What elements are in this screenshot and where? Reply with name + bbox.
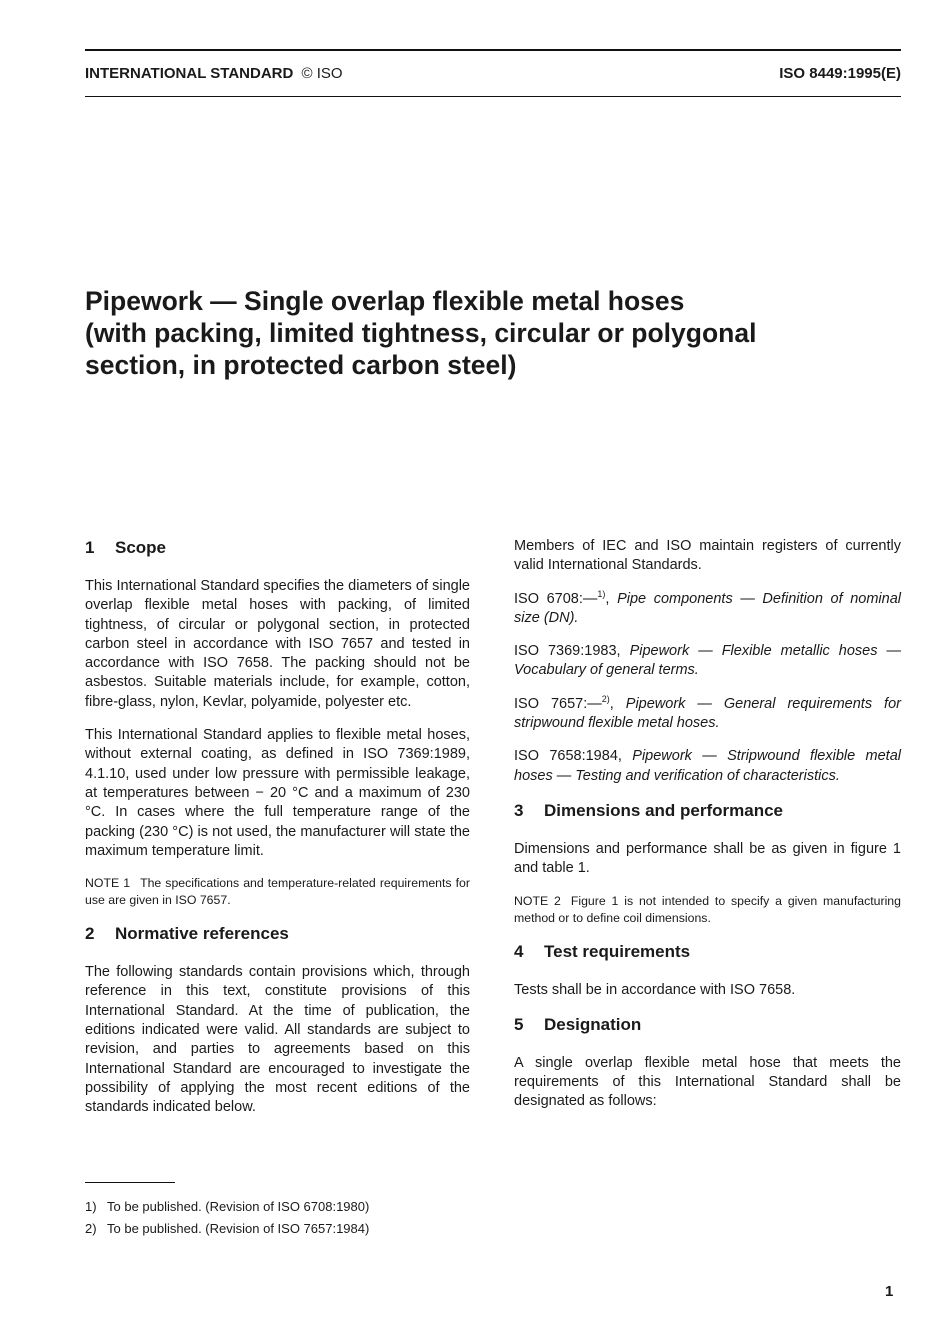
document-reference: ISO 8449:1995(E) <box>779 65 901 82</box>
reference-code: ISO 7369:1983 <box>514 643 617 660</box>
footnote-marker[interactable]: 1) <box>597 588 606 599</box>
page-header <box>85 65 901 82</box>
section-title: Dimensions and performance <box>544 800 784 820</box>
reference-title: Pipework — Flexible metallic hoses — Vocabulary of general terms. <box>514 643 901 679</box>
normative-paragraph-2: Members of IEC and ISO maintain registers of currently valid International Standards. <box>514 538 901 574</box>
standard-label: INTERNATIONAL STANDARD <box>85 65 294 82</box>
section-title: Normative references <box>115 924 289 944</box>
section-number: 1 <box>85 538 95 557</box>
reference-title: Pipework — General requirements for stripwound flexible metal hoses. <box>514 695 901 732</box>
title-line: Pipework — Single overlap flexible metal hoses <box>85 286 685 316</box>
reference-item: ISO 6708:—$^{1)}$, Pipe components — Definition of nominal size (DN). <box>514 588 901 626</box>
section-title: Designation <box>544 1014 642 1034</box>
footnote-item <box>85 1218 485 1240</box>
footnotes <box>85 1196 485 1240</box>
note-label: NOTE 1 <box>85 876 131 891</box>
section-number: 2 <box>85 924 95 944</box>
section-heading-normative-references <box>85 923 470 945</box>
reference-item: ISO 7657:—$^{2)}$, Pipework — General requirements for stripwound flexible metal hoses. <box>514 693 901 732</box>
header-top-rule <box>85 49 901 51</box>
dimensions-paragraph: Dimensions and performance shall be as given in figure 1 and table 1. <box>514 840 901 877</box>
section-title: Scope <box>115 538 167 557</box>
section-number: 4 <box>514 941 524 961</box>
reference-code: ISO 7657:— <box>514 695 602 712</box>
section-heading-dimensions <box>514 800 901 822</box>
copyright-label: © ISO <box>301 65 343 82</box>
test-paragraph: Tests shall be in accordance with ISO 7658. <box>514 981 796 998</box>
footnote-number: 1) <box>85 1199 97 1214</box>
footnote-text: To be published. (Revision of ISO 7657:1984) <box>107 1221 370 1236</box>
footnote-text: To be published. (Revision of ISO 6708:1980) <box>107 1199 370 1214</box>
reference-code: ISO 7658:1984 <box>514 748 618 765</box>
footnote-divider <box>85 1182 175 1183</box>
document-title <box>85 285 885 381</box>
title-line: (with packing, limited tightness, circular or polygonal <box>85 318 757 348</box>
section-heading-scope <box>85 537 470 559</box>
section-number: 3 <box>514 800 524 820</box>
header-bottom-rule <box>85 96 901 97</box>
note-text: The specifications and temperature-related requirements for use are given in ISO 7657. <box>85 876 470 908</box>
reference-title: Pipe components — Definition of nominal size (DN). <box>514 590 901 626</box>
scope-paragraph-2: This International Standard applies to flexible metal hoses, without external coating, as defined in ISO 7369:1989, 4.1.10, used under low pressure with permissible leakage, at temperatures between − 20 °C and a maximum of 230 °C. In cases where the full temperature range of the packing (230 °C) is not used, the manufacturer will state the maximum temperature limit. <box>85 727 470 859</box>
note-text: Figure 1 is not intended to specify a given manufacturing method or to define coil dimensions. <box>514 893 901 925</box>
section-title: Test requirements <box>544 941 691 961</box>
left-column <box>85 537 470 1132</box>
section-number: 5 <box>514 1014 524 1034</box>
designation-paragraph: A single overlap flexible metal hose that meets the requirements of this International Standard shall be designated as follows: <box>514 1054 901 1110</box>
section-heading-designation <box>514 1014 901 1036</box>
reference-item: ISO 7369:1983, Pipework — Flexible metallic hoses — Vocabulary of general terms. <box>514 643 901 679</box>
footnote-item <box>85 1196 485 1218</box>
reference-title: Pipework — Stripwound flexible metal hoses — Testing and verification of characteristics. <box>514 748 901 784</box>
reference-item: ISO 7658:1984, Pipework — Stripwound flexible metal hoses — Testing and verification of characteristics. <box>514 748 901 784</box>
footnote-marker[interactable]: 2) <box>601 693 610 704</box>
reference-code: ISO 6708:— <box>514 590 598 607</box>
note-1 <box>85 875 470 909</box>
scope-paragraph-1: This International Standard specifies the diameters of single overlap flexible metal hoses with packing, of limited tightness, of circular or polygonal section, in protected carbon steel in accordance with ISO 7657 and tested in accordance with ISO 7658. The packing should not be asbestos. Suitable materials include, for example, cotton, fibre-glass, nylon, Kevlar, polyamide, polyester etc. <box>85 578 470 710</box>
right-column <box>514 537 901 1126</box>
page-number: 1 <box>885 1283 894 1300</box>
note-2 <box>514 893 901 927</box>
section-heading-test-requirements <box>514 941 901 963</box>
footnote-number: 2) <box>85 1221 97 1236</box>
normative-paragraph-1: The following standards contain provisions which, through reference in this text, constitute provisions of this International Standard. At the time of publication, the editions indicated were valid. All standards are subject to revision, and parties to agreements based on this International Standard are encouraged to investigate the possibility of applying the most recent editions of the standards indicated below. <box>85 964 470 1116</box>
note-label: NOTE 2 <box>514 893 561 908</box>
title-line: section, in protected carbon steel) <box>85 350 517 380</box>
